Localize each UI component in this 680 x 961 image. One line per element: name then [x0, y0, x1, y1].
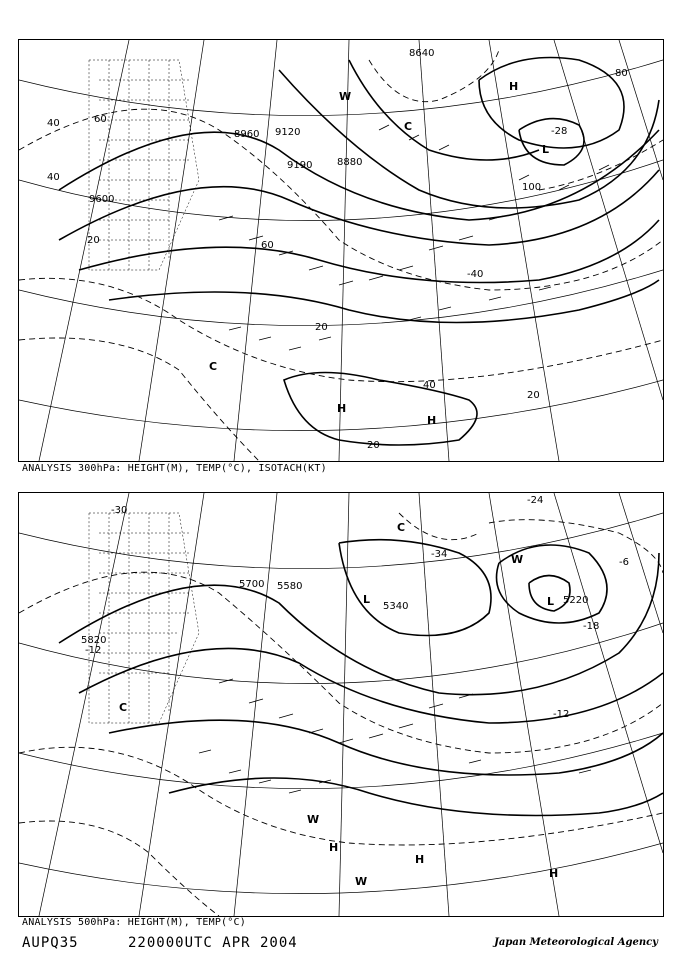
warm-center-bottom-1: W — [511, 553, 524, 566]
height-label-9120: 9120 — [275, 127, 301, 138]
isotach-label-10: 20 — [367, 440, 380, 451]
agency-name: Japan Meteorological Agency — [494, 937, 658, 948]
height-label-5700: 5700 — [239, 579, 265, 590]
cold-center-bottom-1: C — [397, 521, 406, 534]
height-label-8960: 8960 — [234, 129, 260, 140]
isotach-label-11: 20 — [315, 322, 328, 333]
analysis-300hpa-map — [18, 39, 664, 462]
low-center-bottom-2: L — [363, 593, 371, 606]
warm-center-bottom-3: W — [355, 875, 368, 888]
isotach-label-5: 20 — [87, 235, 100, 246]
isotach-label-9: 60 — [261, 240, 274, 251]
isotach-label-8: 40 — [423, 380, 436, 391]
isotach-label-1: 40 — [47, 118, 60, 129]
temp-label-bottom-7: -24 — [527, 495, 544, 506]
warm-center-bottom-2: W — [307, 813, 320, 826]
map-500hpa-drawing — [19, 493, 663, 916]
height-label-8640: 8640 — [409, 48, 435, 59]
temp-label-top-2: -28 — [551, 126, 568, 137]
temp-label-top-1: -40 — [467, 269, 484, 280]
terrain-hatch — [89, 60, 199, 270]
height-contours — [59, 540, 663, 816]
analysis-500hpa-map — [18, 492, 664, 917]
high-center-bottom-2: H — [415, 853, 425, 866]
high-center-top-2: H — [427, 414, 437, 427]
temp-label-bottom-3: -30 — [111, 505, 128, 516]
height-label-9190: 9190 — [287, 160, 313, 171]
terrain-hatch — [89, 513, 199, 723]
high-center-top-1: H — [337, 402, 347, 415]
cold-center-top-1: C — [209, 360, 218, 373]
valid-time: 220000UTC APR 2004 — [128, 935, 298, 951]
temp-label-bottom-1: -12 — [553, 709, 570, 720]
caption-300hpa: ANALYSIS 300hPa: HEIGHT(M), TEMP(°C), ISOTACH(KT) — [22, 463, 327, 474]
isotherms — [19, 50, 663, 461]
height-label-9600: 9600 — [89, 194, 115, 205]
cold-center-bottom-2: C — [119, 701, 128, 714]
product-code: AUPQ35 — [22, 935, 79, 951]
high-center-top-3: H — [509, 80, 519, 93]
isotach-label-2: 60 — [94, 114, 107, 125]
isotach-label-7: 20 — [527, 390, 540, 401]
temp-label-bottom-2: -18 — [583, 621, 600, 632]
temp-label-bottom-6: -12 — [85, 645, 102, 656]
isotach-label-6: 40 — [47, 172, 60, 183]
height-label-5340: 5340 — [383, 601, 409, 612]
low-center-bottom-1: L — [547, 595, 555, 608]
isotach-label-4: 100 — [522, 182, 542, 193]
graticule — [19, 40, 663, 461]
height-label-5820: 5820 — [81, 635, 107, 646]
isotach-label-3: 80 — [615, 68, 628, 79]
height-label-5220: 5220 — [563, 595, 589, 606]
height-label-5580: 5580 — [277, 581, 303, 592]
temp-label-bottom-4: -34 — [431, 549, 448, 560]
high-center-bottom-3: H — [549, 867, 559, 880]
caption-500hpa: ANALYSIS 500hPa: HEIGHT(M), TEMP(°C) — [22, 917, 246, 928]
high-area-contour — [284, 373, 477, 446]
high-center-bottom-1: H — [329, 841, 339, 854]
height-label-8880: 8880 — [337, 157, 363, 168]
wind-barbs — [199, 679, 591, 793]
low-center-top: L — [542, 143, 550, 156]
cold-center-top-2: C — [404, 120, 413, 133]
temp-label-bottom-5: -6 — [619, 557, 629, 568]
map-300hpa-drawing — [19, 40, 663, 461]
warm-center-top: W — [339, 90, 352, 103]
